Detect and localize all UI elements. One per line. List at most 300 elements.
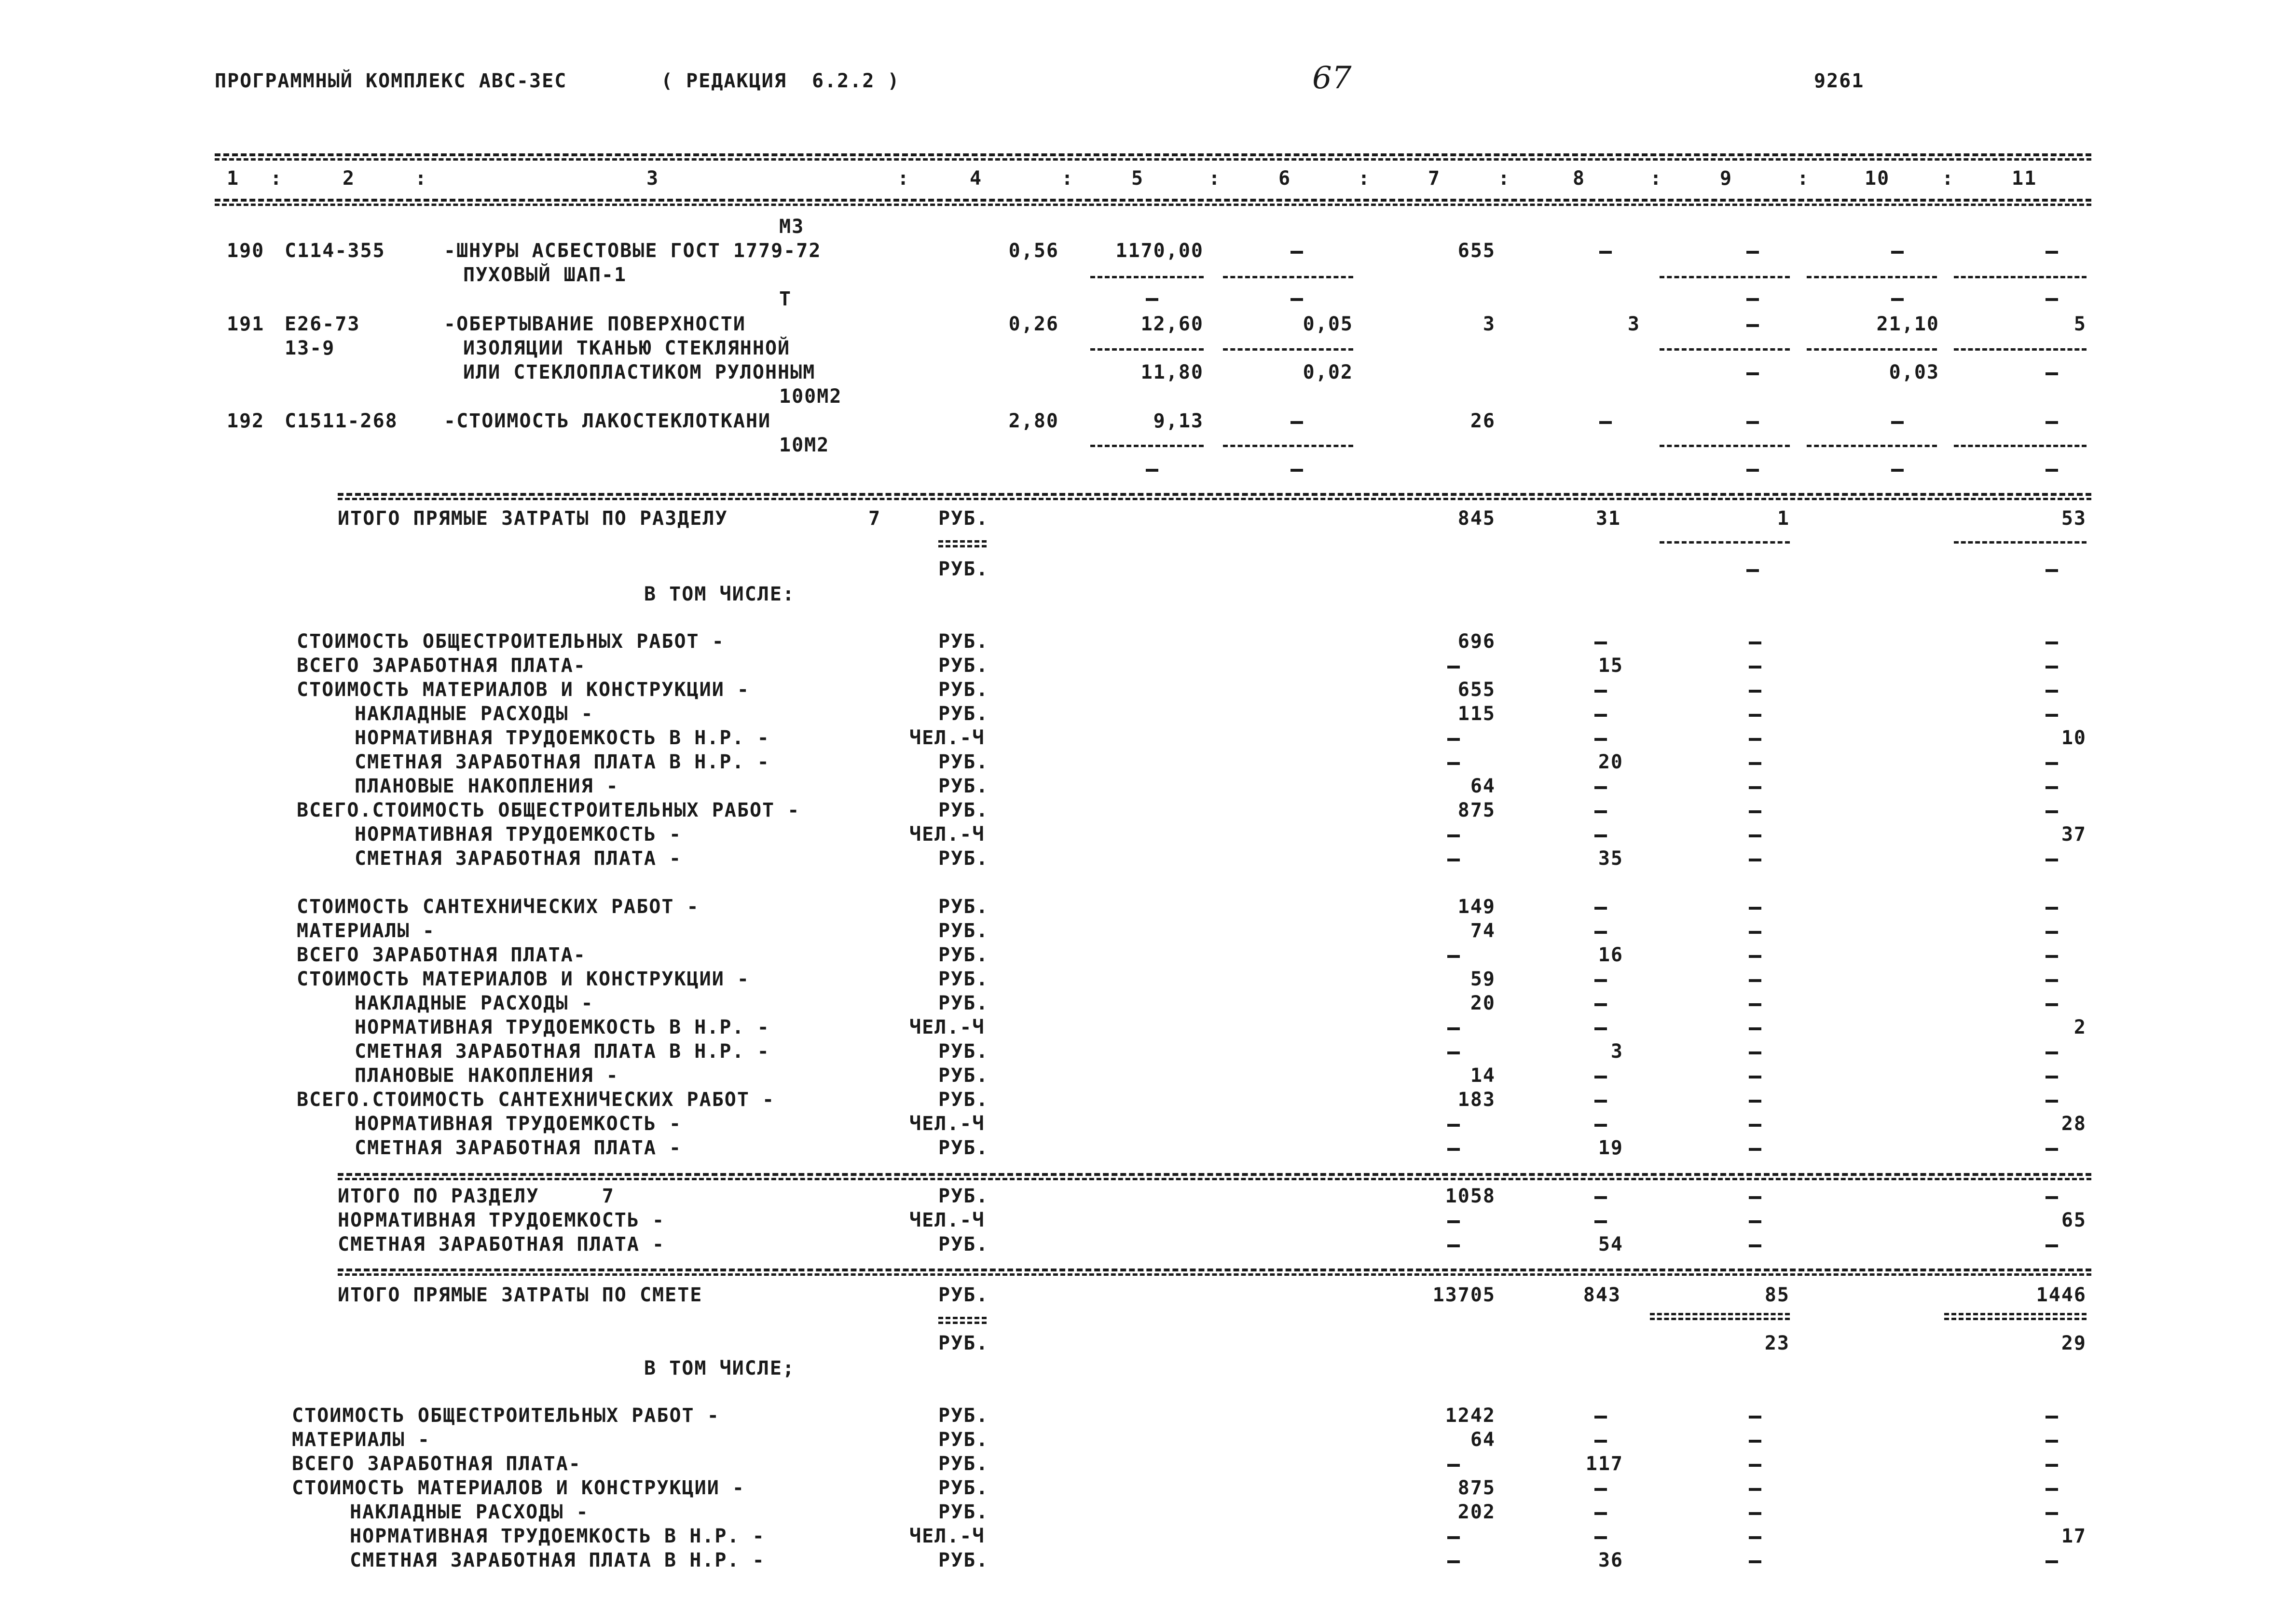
estimate-total-c8: 843 <box>1583 1284 1621 1306</box>
row-unit: ЧЕЛ.-Ч <box>909 1209 985 1231</box>
row-unit: РУБ. <box>938 1429 989 1451</box>
dash-mark <box>2046 714 2058 717</box>
dash-mark <box>2046 1100 2058 1103</box>
column-header-8: 8 <box>1573 167 1586 190</box>
column-separator: : <box>1208 167 1222 190</box>
dash-mark <box>1749 641 1761 644</box>
row-label: СМЕТНАЯ ЗАРАБОТНАЯ ПЛАТА В Н.Р. - <box>355 1040 770 1063</box>
row-label: НОРМАТИВНАЯ ТРУДОЕМКОСТЬ В Н.Р. - <box>355 727 770 749</box>
rule <box>1954 348 2087 351</box>
dash-mark <box>1749 810 1761 813</box>
row-unit: РУБ. <box>938 655 989 677</box>
rule <box>1944 1313 2087 1315</box>
row-value-c7: 64 <box>1470 1429 1496 1451</box>
dash-mark <box>2046 907 2058 910</box>
rule <box>938 1322 987 1324</box>
item-price: 12,60 <box>1140 313 1204 335</box>
item-code: 13-9 <box>285 337 335 359</box>
item-unit: 100М2 <box>779 385 842 408</box>
dash-mark <box>2046 641 2058 644</box>
row-label: ПЛАНОВЫЕ НАКОПЛЕНИЯ - <box>355 775 619 797</box>
dash-mark <box>2046 1003 2058 1006</box>
dash-mark <box>1594 1076 1607 1078</box>
dash-mark <box>2046 421 2058 424</box>
dash-mark <box>1746 421 1759 424</box>
column-header-4: 4 <box>970 167 983 190</box>
item-unit: М3 <box>779 216 805 238</box>
dash-mark <box>1749 666 1761 669</box>
dash-mark <box>1749 738 1761 741</box>
row-unit: РУБ. <box>938 630 989 653</box>
dash-mark <box>1447 1464 1460 1467</box>
estimate-total-c11b: 29 <box>2061 1332 2087 1354</box>
column-separator: : <box>1498 167 1511 190</box>
row-value-c7: 202 <box>1457 1501 1496 1523</box>
row-value-c11: 2 <box>2073 1016 2087 1038</box>
rule <box>938 540 987 543</box>
row-label: СМЕТНАЯ ЗАРАБОТНАЯ ПЛАТА В Н.Р. - <box>350 1549 765 1571</box>
item-number: 191 <box>227 313 265 335</box>
dash-mark <box>1447 955 1460 958</box>
row-value-c8: 36 <box>1598 1549 1623 1571</box>
dash-mark <box>1447 1051 1460 1054</box>
estimate-total-c7: 13705 <box>1432 1284 1496 1306</box>
item-value: 3 <box>1627 313 1640 335</box>
row-value-c8: 35 <box>1598 847 1623 870</box>
dash-mark <box>1749 1100 1761 1103</box>
dash-mark <box>1891 298 1904 301</box>
row-unit: РУБ. <box>938 775 989 797</box>
row-label: ВСЕГО.СТОИМОСТЬ ОБЩЕСТРОИТЕЛЬНЫХ РАБОТ - <box>297 799 800 821</box>
rule <box>338 1269 2091 1271</box>
row-unit: РУБ. <box>938 920 989 942</box>
row-label: ВСЕГО ЗАРАБОТНАЯ ПЛАТА- <box>292 1453 581 1475</box>
row-value-c11: 28 <box>2061 1113 2087 1135</box>
row-label: НАКЛАДНЫЕ РАСХОДЫ - <box>355 992 594 1014</box>
dash-mark <box>1749 1464 1761 1467</box>
rule <box>215 158 2091 161</box>
row-unit: РУБ. <box>938 944 989 966</box>
dash-mark <box>1594 834 1607 837</box>
row-value-c8: 117 <box>1585 1453 1623 1475</box>
rule <box>938 1317 987 1319</box>
column-header-7: 7 <box>1428 167 1441 190</box>
rule <box>215 204 2091 206</box>
dash-mark <box>1291 421 1303 424</box>
dash-mark <box>2046 251 2058 254</box>
column-header-9: 9 <box>1720 167 1733 190</box>
rule <box>338 1178 2091 1180</box>
section-total-c9: 1 <box>1777 507 1790 530</box>
row-unit: РУБ. <box>938 1477 989 1499</box>
row-unit: РУБ. <box>938 992 989 1014</box>
row-label: ИТОГО ПО РАЗДЕЛУ 7 <box>338 1185 615 1207</box>
dash-mark <box>1749 834 1761 837</box>
dash-mark <box>1749 1076 1761 1078</box>
row-unit: РУБ. <box>938 1040 989 1063</box>
dash-mark <box>1447 834 1460 837</box>
row-unit: РУБ. <box>938 1185 989 1207</box>
dash-mark <box>1146 469 1158 472</box>
dash-mark <box>2046 1051 2058 1054</box>
row-label: НОРМАТИВНАЯ ТРУДОЕМКОСТЬ - <box>338 1209 665 1231</box>
row-value-c11: 37 <box>2061 823 2087 846</box>
row-unit: РУБ. <box>938 703 989 725</box>
dash-mark <box>1749 690 1761 693</box>
row-label: СМЕТНАЯ ЗАРАБОТНАЯ ПЛАТА - <box>355 847 682 870</box>
dash-mark <box>2046 786 2058 789</box>
dash-mark <box>1447 762 1460 765</box>
rule <box>338 1273 2091 1276</box>
dash-mark <box>1291 469 1303 472</box>
rule <box>1650 1313 1790 1315</box>
dash-mark <box>1594 907 1607 910</box>
dash-mark <box>1146 298 1158 301</box>
dash-mark <box>2046 1464 2058 1467</box>
dash-mark <box>1594 979 1607 982</box>
rule <box>338 498 2091 500</box>
dash-mark <box>2046 569 2058 572</box>
dash-mark <box>1749 907 1761 910</box>
rule <box>1660 445 1790 447</box>
row-label: НАКЛАДНЫЕ РАСХОДЫ - <box>355 703 594 725</box>
rule <box>1807 445 1937 447</box>
row-value-c7: 1058 <box>1445 1185 1496 1207</box>
dash-mark <box>1594 810 1607 813</box>
rule <box>1223 445 1353 447</box>
column-separator: : <box>897 167 910 190</box>
dash-mark <box>1594 714 1607 717</box>
row-unit: РУБ. <box>938 896 989 918</box>
dash-mark <box>1447 859 1460 861</box>
dash-mark <box>2046 979 2058 982</box>
dash-mark <box>1447 666 1460 669</box>
dash-mark <box>1749 1512 1761 1515</box>
dash-mark <box>2046 666 2058 669</box>
dash-mark <box>1749 1196 1761 1199</box>
column-header-6: 6 <box>1278 167 1291 190</box>
row-unit: РУБ. <box>938 1405 989 1427</box>
rule <box>1223 348 1353 351</box>
row-value-c8: 20 <box>1598 751 1623 773</box>
row-label: МАТЕРИАЛЫ - <box>292 1429 430 1451</box>
row-label: СМЕТНАЯ ЗАРАБОТНАЯ ПЛАТА - <box>355 1137 682 1159</box>
row-unit: РУБ. <box>938 1501 989 1523</box>
item-quantity: 2,80 <box>1008 410 1059 432</box>
item-code: С114-355 <box>285 240 385 262</box>
dash-mark <box>2046 1512 2058 1515</box>
estimate-total-c9b: 23 <box>1764 1332 1790 1354</box>
dash-mark <box>1891 251 1904 254</box>
rule <box>1954 445 2087 447</box>
including-heading: В ТОМ ЧИСЛЕ: <box>644 583 795 605</box>
row-label: ПЛАНОВЫЕ НАКОПЛЕНИЯ - <box>355 1064 619 1087</box>
dash-mark <box>1291 251 1303 254</box>
item-value: 0,05 <box>1303 313 1353 335</box>
item-code: С1511-268 <box>285 410 398 432</box>
dash-mark <box>1746 372 1759 375</box>
section-total-label: ИТОГО ПРЯМЫЕ ЗАТРАТЫ ПО РАЗДЕЛУ <box>338 507 728 530</box>
row-value-c8: 3 <box>1610 1040 1623 1063</box>
dash-mark <box>1447 1536 1460 1539</box>
dash-mark <box>2046 1416 2058 1419</box>
section-number: 7 <box>868 507 881 530</box>
row-value-c11: 65 <box>2061 1209 2087 1231</box>
dash-mark <box>1594 1196 1607 1199</box>
estimate-total-label: ИТОГО ПРЯМЫЕ ЗАТРАТЫ ПО СМЕТЕ <box>338 1284 703 1306</box>
row-value-c7: 1242 <box>1445 1405 1496 1427</box>
dash-mark <box>1749 1003 1761 1006</box>
row-unit: РУБ. <box>938 679 989 701</box>
dash-mark <box>2046 690 2058 693</box>
dash-mark <box>1749 1220 1761 1223</box>
row-label: НАКЛАДНЫЕ РАСХОДЫ - <box>350 1501 589 1523</box>
row-value-c8: 16 <box>1598 944 1623 966</box>
dash-mark <box>2046 1148 2058 1151</box>
row-label: СТОИМОСТЬ ОБЩЕСТРОИТЕЛЬНЫХ РАБОТ - <box>292 1405 720 1427</box>
row-unit: РУБ. <box>938 1064 989 1087</box>
dash-mark <box>1749 1244 1761 1247</box>
row-value-c7: 74 <box>1470 920 1496 942</box>
dash-mark <box>1749 714 1761 717</box>
rule <box>1807 348 1937 351</box>
row-value-c7: 183 <box>1457 1089 1496 1111</box>
item-quantity: 0,56 <box>1008 240 1059 262</box>
row-value-c11: 17 <box>2061 1525 2087 1547</box>
rule <box>215 153 2091 156</box>
dash-mark <box>1599 421 1612 424</box>
column-header-11: 11 <box>2012 167 2037 190</box>
dash-mark <box>1594 1440 1607 1443</box>
item-unit: Т <box>779 288 792 310</box>
item-unit: 10М2 <box>779 434 830 456</box>
dash-mark <box>1746 251 1759 254</box>
row-value-c7: 20 <box>1470 992 1496 1014</box>
item-cost: 26 <box>1470 410 1496 432</box>
row-unit: РУБ. <box>938 751 989 773</box>
item-price: 1170,00 <box>1115 240 1204 262</box>
item-cost: 655 <box>1457 240 1496 262</box>
row-label: СТОИМОСТЬ САНТЕХНИЧЕСКИХ РАБОТ - <box>297 896 700 918</box>
row-label: ВСЕГО ЗАРАБОТНАЯ ПЛАТА- <box>297 655 586 677</box>
estimate-total-unit: РУБ. <box>938 1284 989 1306</box>
dash-mark <box>1594 786 1607 789</box>
section-total-c7: 845 <box>1457 507 1496 530</box>
rule <box>1660 541 1790 544</box>
rule <box>1090 445 1204 447</box>
dash-mark <box>1749 955 1761 958</box>
dash-mark <box>2046 1440 2058 1443</box>
dash-mark <box>1746 569 1759 572</box>
item-number: 192 <box>227 410 265 432</box>
dash-mark <box>2046 859 2058 861</box>
dash-mark <box>1746 469 1759 472</box>
row-label: НОРМАТИВНАЯ ТРУДОЕМКОСТЬ В Н.Р. - <box>355 1016 770 1038</box>
dash-mark <box>2046 955 2058 958</box>
row-unit: РУБ. <box>938 1233 989 1256</box>
dash-mark <box>1891 469 1904 472</box>
section-total-c11: 53 <box>2061 507 2087 530</box>
row-unit: ЧЕЛ.-Ч <box>909 1525 985 1547</box>
dash-mark <box>1749 931 1761 934</box>
row-label: ВСЕГО ЗАРАБОТНАЯ ПЛАТА- <box>297 944 586 966</box>
row-label: НОРМАТИВНАЯ ТРУДОЕМКОСТЬ - <box>355 823 682 846</box>
row-unit: РУБ. <box>938 799 989 821</box>
rule <box>1660 276 1790 278</box>
dash-mark <box>1599 251 1612 254</box>
section-total-c8: 31 <box>1595 507 1621 530</box>
section-total-unit: РУБ. <box>938 507 989 530</box>
dash-mark <box>1447 1124 1460 1127</box>
item-quantity: 0,26 <box>1008 313 1059 335</box>
dash-mark <box>2046 372 2058 375</box>
handwritten-page-number: 67 <box>1312 60 1352 96</box>
dash-mark <box>1594 690 1607 693</box>
dash-mark <box>1594 1027 1607 1030</box>
row-unit: РУБ. <box>938 1137 989 1159</box>
item-value: 21,10 <box>1876 313 1939 335</box>
rule <box>1650 1318 1790 1320</box>
column-separator: : <box>1358 167 1371 190</box>
rule <box>1954 276 2087 278</box>
dash-mark <box>2046 1488 2058 1491</box>
row-label: СМЕТНАЯ ЗАРАБОТНАЯ ПЛАТА В Н.Р. - <box>355 751 770 773</box>
row-value-c7: 696 <box>1457 630 1496 653</box>
dash-mark <box>2046 469 2058 472</box>
row-value-c8: 54 <box>1598 1233 1623 1256</box>
dash-mark <box>2046 762 2058 765</box>
row-unit: ЧЕЛ.-Ч <box>909 727 985 749</box>
dash-mark <box>1749 859 1761 861</box>
column-separator: : <box>1797 167 1810 190</box>
dash-mark <box>1594 1124 1607 1127</box>
dash-mark <box>2046 298 2058 301</box>
section-total-unit: РУБ. <box>938 558 989 580</box>
row-unit: ЧЕЛ.-Ч <box>909 1016 985 1038</box>
rule <box>215 199 2091 202</box>
rule <box>1090 348 1204 351</box>
rule <box>1090 276 1204 278</box>
row-unit: РУБ. <box>938 968 989 990</box>
dash-mark <box>1749 1027 1761 1030</box>
item-name: ИЛИ СТЕКЛОПЛАСТИКОМ РУЛОННЫМ <box>463 361 816 383</box>
rule <box>1223 276 1353 278</box>
item-name: -СТОИМОСТЬ ЛАКОСТЕКЛОТКАНИ <box>444 410 771 432</box>
dash-mark <box>1594 1100 1607 1103</box>
dash-mark <box>1594 1536 1607 1539</box>
dash-mark <box>1447 1560 1460 1563</box>
dash-mark <box>1447 1148 1460 1151</box>
row-label: МАТЕРИАЛЫ - <box>297 920 435 942</box>
row-unit: РУБ. <box>938 1453 989 1475</box>
row-label: СМЕТНАЯ ЗАРАБОТНАЯ ПЛАТА - <box>338 1233 665 1256</box>
column-separator: : <box>270 167 283 190</box>
including-heading: В ТОМ ЧИСЛЕ; <box>644 1357 795 1379</box>
item-value: 0,03 <box>1889 361 1939 383</box>
dash-mark <box>1749 1148 1761 1151</box>
dash-mark <box>2046 1196 2058 1199</box>
estimate-total-c11: 1446 <box>2036 1284 2087 1306</box>
dash-mark <box>1746 298 1759 301</box>
column-header-1: 1 <box>227 167 240 190</box>
rule <box>338 1173 2091 1176</box>
dash-mark <box>1749 1124 1761 1127</box>
dash-mark <box>1891 421 1904 424</box>
dash-mark <box>1749 1416 1761 1419</box>
dash-mark <box>2046 1244 2058 1247</box>
dash-mark <box>1447 1244 1460 1247</box>
column-header-3: 3 <box>646 167 659 190</box>
row-label: СТОИМОСТЬ ОБЩЕСТРОИТЕЛЬНЫХ РАБОТ - <box>297 630 725 653</box>
estimate-total-unit: РУБ. <box>938 1332 989 1354</box>
edition-label: ( РЕДАКЦИЯ 6.2.2 ) <box>661 70 900 92</box>
rule <box>1807 276 1937 278</box>
item-value: 0,02 <box>1303 361 1353 383</box>
item-name: -ОБЕРТЫВАНИЕ ПОВЕРХНОСТИ <box>444 313 746 335</box>
dash-mark <box>1594 641 1607 644</box>
dash-mark <box>2046 810 2058 813</box>
row-value-c7: 115 <box>1457 703 1496 725</box>
item-price: 9,13 <box>1153 410 1204 432</box>
document-number: 9261 <box>1814 70 1865 92</box>
item-code: Е26-73 <box>285 313 360 335</box>
row-label: ВСЕГО.СТОИМОСТЬ САНТЕХНИЧЕСКИХ РАБОТ - <box>297 1089 775 1111</box>
dash-mark <box>1749 1051 1761 1054</box>
row-value-c7: 64 <box>1470 775 1496 797</box>
dash-mark <box>1746 324 1759 327</box>
row-value-c7: 59 <box>1470 968 1496 990</box>
dash-mark <box>1594 738 1607 741</box>
row-label: СТОИМОСТЬ МАТЕРИАЛОВ И КОНСТРУКЦИИ - <box>297 679 750 701</box>
row-label: СТОИМОСТЬ МАТЕРИАЛОВ И КОНСТРУКЦИИ - <box>292 1477 745 1499</box>
row-value-c7: 875 <box>1457 799 1496 821</box>
row-value-c11: 10 <box>2061 727 2087 749</box>
dash-mark <box>1594 1003 1607 1006</box>
dash-mark <box>1749 1560 1761 1563</box>
dash-mark <box>1749 1536 1761 1539</box>
dash-mark <box>1749 1488 1761 1491</box>
row-value-c7: 655 <box>1457 679 1496 701</box>
dash-mark <box>1749 979 1761 982</box>
row-label: НОРМАТИВНАЯ ТРУДОЕМКОСТЬ В Н.Р. - <box>350 1525 765 1547</box>
row-unit: ЧЕЛ.-Ч <box>909 1113 985 1135</box>
row-value-c8: 15 <box>1598 655 1623 677</box>
dash-mark <box>1447 1027 1460 1030</box>
rule <box>938 545 987 547</box>
row-unit: РУБ. <box>938 1549 989 1571</box>
dash-mark <box>1447 738 1460 741</box>
dash-mark <box>1594 931 1607 934</box>
item-number: 190 <box>227 240 265 262</box>
estimate-total-c9: 85 <box>1764 1284 1790 1306</box>
column-separator: : <box>415 167 428 190</box>
rule <box>338 493 2091 496</box>
row-unit: РУБ. <box>938 1089 989 1111</box>
dash-mark <box>1594 1488 1607 1491</box>
dash-mark <box>2046 931 2058 934</box>
dash-mark <box>1447 1220 1460 1223</box>
dash-mark <box>1749 1440 1761 1443</box>
dash-mark <box>1749 786 1761 789</box>
item-name: ИЗОЛЯЦИИ ТКАНЬЮ СТЕКЛЯННОЙ <box>463 337 791 359</box>
item-name: -ШНУРЫ АСБЕСТОВЫЕ ГОСТ 1779-72 <box>444 240 822 262</box>
dash-mark <box>1594 1512 1607 1515</box>
row-value-c8: 19 <box>1598 1137 1623 1159</box>
column-header-10: 10 <box>1865 167 1890 190</box>
row-label: НОРМАТИВНАЯ ТРУДОЕМКОСТЬ - <box>355 1113 682 1135</box>
row-unit: РУБ. <box>938 847 989 870</box>
row-value-c7: 875 <box>1457 1477 1496 1499</box>
